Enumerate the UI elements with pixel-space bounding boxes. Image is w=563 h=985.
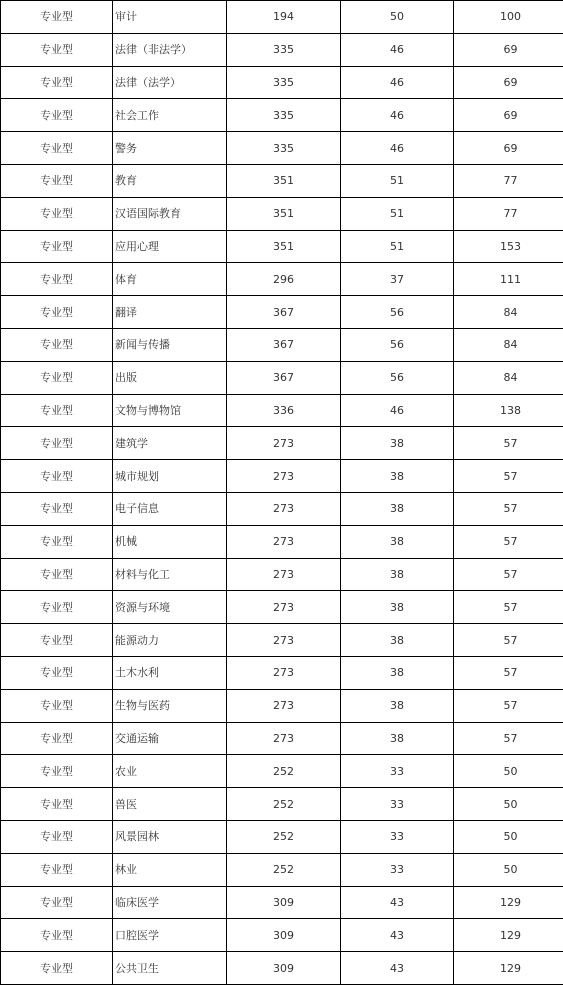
table-row: [1, 328, 563, 361]
total-score-cell: 273: [227, 722, 341, 755]
single-subject-score-cell: 51: [341, 164, 454, 197]
total-score-cell: 273: [227, 525, 341, 558]
total-score-cell: 252: [227, 820, 341, 853]
other-subject-score-cell: 57: [454, 460, 563, 493]
table-row: [1, 853, 563, 886]
major-name-cell: 出版: [113, 361, 227, 394]
major-name-cell: 口腔医学: [113, 919, 227, 952]
single-subject-score-cell: 33: [341, 755, 454, 788]
other-subject-score-cell: 69: [454, 33, 563, 66]
other-subject-score-cell: 69: [454, 99, 563, 132]
other-subject-score-cell: 153: [454, 230, 563, 263]
degree-type-cell: 专业型: [1, 361, 113, 394]
table-row: [1, 33, 563, 66]
other-subject-score-cell: 129: [454, 952, 563, 985]
other-subject-score-cell: 57: [454, 656, 563, 689]
other-subject-score-cell: 69: [454, 66, 563, 99]
total-score-cell: 273: [227, 460, 341, 493]
single-subject-score-cell: 38: [341, 492, 454, 525]
other-subject-score-cell: 138: [454, 394, 563, 427]
total-score-cell: 309: [227, 919, 341, 952]
other-subject-score-cell: 57: [454, 689, 563, 722]
total-score-cell: 296: [227, 263, 341, 296]
major-name-cell: 城市规划: [113, 460, 227, 493]
total-score-cell: 335: [227, 99, 341, 132]
single-subject-score-cell: 46: [341, 33, 454, 66]
degree-type-cell: 专业型: [1, 689, 113, 722]
total-score-cell: 273: [227, 689, 341, 722]
total-score-cell: 252: [227, 755, 341, 788]
table-row: [1, 886, 563, 919]
degree-type-cell: 专业型: [1, 591, 113, 624]
total-score-cell: 252: [227, 853, 341, 886]
other-subject-score-cell: 57: [454, 525, 563, 558]
total-score-cell: 194: [227, 1, 341, 34]
table-row: [1, 394, 563, 427]
total-score-cell: 335: [227, 66, 341, 99]
other-subject-score-cell: 69: [454, 132, 563, 165]
degree-type-cell: 专业型: [1, 394, 113, 427]
table-row: [1, 66, 563, 99]
major-name-cell: 建筑学: [113, 427, 227, 460]
total-score-cell: 273: [227, 656, 341, 689]
degree-type-cell: 专业型: [1, 427, 113, 460]
single-subject-score-cell: 46: [341, 99, 454, 132]
major-name-cell: 公共卫生: [113, 952, 227, 985]
single-subject-score-cell: 37: [341, 263, 454, 296]
degree-type-cell: 专业型: [1, 952, 113, 985]
major-name-cell: 电子信息: [113, 492, 227, 525]
single-subject-score-cell: 33: [341, 788, 454, 821]
degree-type-cell: 专业型: [1, 820, 113, 853]
total-score-cell: 367: [227, 361, 341, 394]
degree-type-cell: 专业型: [1, 132, 113, 165]
table-row: [1, 558, 563, 591]
single-subject-score-cell: 38: [341, 656, 454, 689]
degree-type-cell: 专业型: [1, 197, 113, 230]
table-row: [1, 230, 563, 263]
degree-type-cell: 专业型: [1, 66, 113, 99]
major-name-cell: 体育: [113, 263, 227, 296]
other-subject-score-cell: 77: [454, 197, 563, 230]
total-score-cell: 273: [227, 427, 341, 460]
major-name-cell: 审计: [113, 1, 227, 34]
total-score-cell: 351: [227, 197, 341, 230]
single-subject-score-cell: 46: [341, 66, 454, 99]
single-subject-score-cell: 43: [341, 886, 454, 919]
table-row: [1, 591, 563, 624]
degree-type-cell: 专业型: [1, 886, 113, 919]
degree-type-cell: 专业型: [1, 788, 113, 821]
major-name-cell: 生物与医药: [113, 689, 227, 722]
table-row: [1, 492, 563, 525]
degree-type-cell: 专业型: [1, 328, 113, 361]
table-row: [1, 164, 563, 197]
total-score-cell: 336: [227, 394, 341, 427]
table-row: [1, 132, 563, 165]
table-row: [1, 755, 563, 788]
other-subject-score-cell: 50: [454, 788, 563, 821]
degree-type-cell: 专业型: [1, 33, 113, 66]
degree-type-cell: 专业型: [1, 525, 113, 558]
table-row: [1, 460, 563, 493]
total-score-cell: 273: [227, 624, 341, 657]
table-body: [1, 1, 563, 985]
table-row: [1, 296, 563, 329]
single-subject-score-cell: 38: [341, 427, 454, 460]
single-subject-score-cell: 33: [341, 853, 454, 886]
other-subject-score-cell: 111: [454, 263, 563, 296]
degree-type-cell: 专业型: [1, 460, 113, 493]
table-row: [1, 820, 563, 853]
single-subject-score-cell: 43: [341, 919, 454, 952]
degree-type-cell: 专业型: [1, 492, 113, 525]
degree-type-cell: 专业型: [1, 296, 113, 329]
single-subject-score-cell: 51: [341, 197, 454, 230]
single-subject-score-cell: 46: [341, 394, 454, 427]
total-score-cell: 351: [227, 230, 341, 263]
degree-type-cell: 专业型: [1, 558, 113, 591]
major-name-cell: 兽医: [113, 788, 227, 821]
major-name-cell: 资源与环境: [113, 591, 227, 624]
major-name-cell: 警务: [113, 132, 227, 165]
single-subject-score-cell: 46: [341, 132, 454, 165]
total-score-cell: 367: [227, 328, 341, 361]
total-score-cell: 335: [227, 132, 341, 165]
other-subject-score-cell: 84: [454, 296, 563, 329]
table-row: [1, 99, 563, 132]
major-name-cell: 法律（法学）: [113, 66, 227, 99]
degree-type-cell: 专业型: [1, 853, 113, 886]
major-name-cell: 机械: [113, 525, 227, 558]
single-subject-score-cell: 38: [341, 689, 454, 722]
other-subject-score-cell: 100: [454, 1, 563, 34]
degree-type-cell: 专业型: [1, 99, 113, 132]
major-name-cell: 林业: [113, 853, 227, 886]
other-subject-score-cell: 129: [454, 919, 563, 952]
total-score-cell: 309: [227, 952, 341, 985]
table-row: [1, 361, 563, 394]
other-subject-score-cell: 77: [454, 164, 563, 197]
major-name-cell: 法律（非法学）: [113, 33, 227, 66]
other-subject-score-cell: 84: [454, 361, 563, 394]
major-name-cell: 文物与博物馆: [113, 394, 227, 427]
other-subject-score-cell: 57: [454, 722, 563, 755]
other-subject-score-cell: 57: [454, 558, 563, 591]
major-name-cell: 交通运输: [113, 722, 227, 755]
major-name-cell: 材料与化工: [113, 558, 227, 591]
major-name-cell: 能源动力: [113, 624, 227, 657]
single-subject-score-cell: 38: [341, 591, 454, 624]
degree-type-cell: 专业型: [1, 919, 113, 952]
table-row: [1, 656, 563, 689]
table-row: [1, 263, 563, 296]
single-subject-score-cell: 50: [341, 1, 454, 34]
major-name-cell: 汉语国际教育: [113, 197, 227, 230]
major-name-cell: 新闻与传播: [113, 328, 227, 361]
other-subject-score-cell: 129: [454, 886, 563, 919]
major-name-cell: 农业: [113, 755, 227, 788]
single-subject-score-cell: 51: [341, 230, 454, 263]
major-name-cell: 土木水利: [113, 656, 227, 689]
table-row: [1, 788, 563, 821]
major-name-cell: 翻译: [113, 296, 227, 329]
single-subject-score-cell: 56: [341, 296, 454, 329]
degree-type-cell: 专业型: [1, 755, 113, 788]
other-subject-score-cell: 57: [454, 624, 563, 657]
total-score-cell: 273: [227, 591, 341, 624]
other-subject-score-cell: 57: [454, 427, 563, 460]
total-score-cell: 367: [227, 296, 341, 329]
major-name-cell: 风景园林: [113, 820, 227, 853]
degree-type-cell: 专业型: [1, 1, 113, 34]
single-subject-score-cell: 38: [341, 722, 454, 755]
other-subject-score-cell: 57: [454, 591, 563, 624]
table-row: [1, 1, 563, 34]
total-score-cell: 273: [227, 492, 341, 525]
total-score-cell: 273: [227, 558, 341, 591]
table-row: [1, 952, 563, 985]
degree-type-cell: 专业型: [1, 624, 113, 657]
other-subject-score-cell: 84: [454, 328, 563, 361]
single-subject-score-cell: 38: [341, 624, 454, 657]
total-score-cell: 309: [227, 886, 341, 919]
major-name-cell: 社会工作: [113, 99, 227, 132]
table-row: [1, 689, 563, 722]
table-row: [1, 722, 563, 755]
degree-type-cell: 专业型: [1, 722, 113, 755]
total-score-cell: 351: [227, 164, 341, 197]
other-subject-score-cell: 57: [454, 492, 563, 525]
table-row: [1, 525, 563, 558]
single-subject-score-cell: 38: [341, 558, 454, 591]
degree-type-cell: 专业型: [1, 164, 113, 197]
single-subject-score-cell: 43: [341, 952, 454, 985]
major-name-cell: 应用心理: [113, 230, 227, 263]
other-subject-score-cell: 50: [454, 820, 563, 853]
total-score-cell: 335: [227, 33, 341, 66]
table-row: [1, 624, 563, 657]
degree-type-cell: 专业型: [1, 230, 113, 263]
table-row: [1, 427, 563, 460]
total-score-cell: 252: [227, 788, 341, 821]
table-row: [1, 919, 563, 952]
degree-type-cell: 专业型: [1, 656, 113, 689]
single-subject-score-cell: 56: [341, 328, 454, 361]
major-name-cell: 临床医学: [113, 886, 227, 919]
other-subject-score-cell: 50: [454, 755, 563, 788]
single-subject-score-cell: 56: [341, 361, 454, 394]
table-row: [1, 197, 563, 230]
degree-type-cell: 专业型: [1, 263, 113, 296]
single-subject-score-cell: 38: [341, 460, 454, 493]
major-name-cell: 教育: [113, 164, 227, 197]
single-subject-score-cell: 38: [341, 525, 454, 558]
other-subject-score-cell: 50: [454, 853, 563, 886]
single-subject-score-cell: 33: [341, 820, 454, 853]
